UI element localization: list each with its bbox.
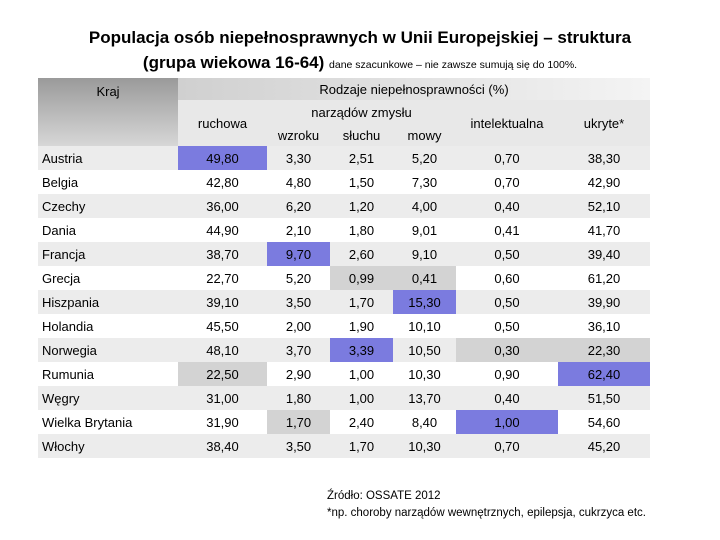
cell-sluchu: 1,90 bbox=[330, 314, 393, 338]
disability-table bbox=[38, 78, 650, 458]
header-intelektualna: intelektualna bbox=[456, 100, 558, 146]
cell-wzroku: 3,30 bbox=[267, 146, 330, 170]
subtitle-age-group: (grupa wiekowa 16-64) bbox=[142, 53, 325, 72]
cell-mowy: 5,20 bbox=[393, 146, 456, 170]
cell-ukryte: 45,20 bbox=[558, 434, 650, 458]
cell-sluchu: 1,20 bbox=[330, 194, 393, 218]
cell-intelektualna: 0,30 bbox=[456, 338, 558, 362]
cell-ruchowa: 45,50 bbox=[178, 314, 267, 338]
cell-sluchu: 1,70 bbox=[330, 290, 393, 314]
cell-ruchowa: 38,40 bbox=[178, 434, 267, 458]
cell-intelektualna: 0,70 bbox=[456, 434, 558, 458]
cell-ukryte: 38,30 bbox=[558, 146, 650, 170]
cell-sluchu: 2,60 bbox=[330, 242, 393, 266]
cell-mowy: 10,50 bbox=[393, 338, 456, 362]
cell-wzroku: 2,00 bbox=[267, 314, 330, 338]
cell-ukryte: 54,60 bbox=[558, 410, 650, 434]
cell-intelektualna: 0,70 bbox=[456, 170, 558, 194]
cell-intelektualna: 0,41 bbox=[456, 218, 558, 242]
cell-ukryte: 41,70 bbox=[558, 218, 650, 242]
country-cell: Holandia bbox=[38, 314, 178, 338]
header-ukryte: ukryte* bbox=[558, 100, 650, 146]
table-row bbox=[38, 266, 650, 290]
cell-mowy: 9,01 bbox=[393, 218, 456, 242]
cell-wzroku: 3,70 bbox=[267, 338, 330, 362]
header-sluchu: słuchu bbox=[330, 124, 393, 146]
cell-ruchowa: 39,10 bbox=[178, 290, 267, 314]
table-row bbox=[38, 290, 650, 314]
table-row bbox=[38, 362, 650, 386]
table-row bbox=[38, 194, 650, 218]
cell-ukryte: 51,50 bbox=[558, 386, 650, 410]
table-row bbox=[38, 386, 650, 410]
cell-sluchu: 0,99 bbox=[330, 266, 393, 290]
subtitle-note: dane szacunkowe – nie zawsze sumują się do 100%. bbox=[329, 59, 578, 71]
cell-wzroku: 5,20 bbox=[267, 266, 330, 290]
country-cell: Grecja bbox=[38, 266, 178, 290]
header-ruchowa: ruchowa bbox=[178, 100, 267, 146]
cell-ruchowa: 22,70 bbox=[178, 266, 267, 290]
cell-mowy: 7,30 bbox=[393, 170, 456, 194]
cell-mowy: 13,70 bbox=[393, 386, 456, 410]
cell-wzroku: 6,20 bbox=[267, 194, 330, 218]
cell-wzroku: 3,50 bbox=[267, 290, 330, 314]
cell-wzroku: 1,70 bbox=[267, 410, 330, 434]
cell-ruchowa: 31,90 bbox=[178, 410, 267, 434]
cell-mowy: 10,30 bbox=[393, 434, 456, 458]
page-subtitle bbox=[0, 53, 720, 75]
page-title: Populacja osób niepełnosprawnych w Unii Europejskiej – struktura bbox=[88, 28, 632, 47]
table-row bbox=[38, 170, 650, 194]
source-citation: Źródło: OSSATE 2012 bbox=[327, 490, 441, 502]
country-cell: Włochy bbox=[38, 434, 178, 458]
cell-sluchu: 1,00 bbox=[330, 386, 393, 410]
footnote: *np. choroby narządów wewnętrznych, epilepsja, cukrzyca etc. bbox=[327, 507, 646, 519]
cell-intelektualna: 0,50 bbox=[456, 314, 558, 338]
cell-ukryte: 62,40 bbox=[558, 362, 650, 386]
table-row bbox=[38, 314, 650, 338]
cell-ruchowa: 22,50 bbox=[178, 362, 267, 386]
cell-sluchu: 2,40 bbox=[330, 410, 393, 434]
cell-ukryte: 61,20 bbox=[558, 266, 650, 290]
cell-sluchu: 2,51 bbox=[330, 146, 393, 170]
cell-intelektualna: 0,60 bbox=[456, 266, 558, 290]
header-wzroku: wzroku bbox=[267, 124, 330, 146]
cell-intelektualna: 0,40 bbox=[456, 386, 558, 410]
country-cell: Dania bbox=[38, 218, 178, 242]
cell-ruchowa: 44,90 bbox=[178, 218, 267, 242]
country-cell: Węgry bbox=[38, 386, 178, 410]
cell-wzroku: 3,50 bbox=[267, 434, 330, 458]
header-senses: narządów zmysłu bbox=[267, 100, 456, 124]
cell-ukryte: 52,10 bbox=[558, 194, 650, 218]
cell-ukryte: 22,30 bbox=[558, 338, 650, 362]
cell-ruchowa: 31,00 bbox=[178, 386, 267, 410]
country-cell: Austria bbox=[38, 146, 178, 170]
country-cell: Wielka Brytania bbox=[38, 410, 178, 434]
cell-mowy: 0,41 bbox=[393, 266, 456, 290]
table-body bbox=[38, 146, 650, 458]
cell-sluchu: 3,39 bbox=[330, 338, 393, 362]
cell-wzroku: 2,10 bbox=[267, 218, 330, 242]
cell-ruchowa: 49,80 bbox=[178, 146, 267, 170]
cell-intelektualna: 0,70 bbox=[456, 146, 558, 170]
cell-ruchowa: 38,70 bbox=[178, 242, 267, 266]
cell-intelektualna: 0,50 bbox=[456, 242, 558, 266]
country-cell: Francja bbox=[38, 242, 178, 266]
country-cell: Belgia bbox=[38, 170, 178, 194]
cell-ukryte: 39,90 bbox=[558, 290, 650, 314]
country-cell: Czechy bbox=[38, 194, 178, 218]
cell-mowy: 15,30 bbox=[393, 290, 456, 314]
table-row bbox=[38, 242, 650, 266]
cell-intelektualna: 0,40 bbox=[456, 194, 558, 218]
cell-ruchowa: 42,80 bbox=[178, 170, 267, 194]
cell-wzroku: 2,90 bbox=[267, 362, 330, 386]
cell-sluchu: 1,00 bbox=[330, 362, 393, 386]
cell-sluchu: 1,50 bbox=[330, 170, 393, 194]
cell-mowy: 9,10 bbox=[393, 242, 456, 266]
cell-wzroku: 4,80 bbox=[267, 170, 330, 194]
cell-mowy: 10,10 bbox=[393, 314, 456, 338]
table-row bbox=[38, 218, 650, 242]
source-note bbox=[327, 488, 646, 522]
cell-mowy: 8,40 bbox=[393, 410, 456, 434]
table-row bbox=[38, 434, 650, 458]
cell-ukryte: 39,40 bbox=[558, 242, 650, 266]
country-cell: Rumunia bbox=[38, 362, 178, 386]
cell-intelektualna: 0,90 bbox=[456, 362, 558, 386]
cell-sluchu: 1,80 bbox=[330, 218, 393, 242]
header-disability-types: Rodzaje niepełnosprawności (%) bbox=[178, 78, 650, 100]
table-row bbox=[38, 410, 650, 434]
cell-intelektualna: 1,00 bbox=[456, 410, 558, 434]
table-row bbox=[38, 146, 650, 170]
cell-sluchu: 1,70 bbox=[330, 434, 393, 458]
cell-ukryte: 36,10 bbox=[558, 314, 650, 338]
country-cell: Norwegia bbox=[38, 338, 178, 362]
cell-ruchowa: 36,00 bbox=[178, 194, 267, 218]
header-mowy: mowy bbox=[393, 124, 456, 146]
cell-wzroku: 1,80 bbox=[267, 386, 330, 410]
cell-ukryte: 42,90 bbox=[558, 170, 650, 194]
cell-mowy: 4,00 bbox=[393, 194, 456, 218]
cell-mowy: 10,30 bbox=[393, 362, 456, 386]
cell-wzroku: 9,70 bbox=[267, 242, 330, 266]
table-row bbox=[38, 338, 650, 362]
header-country: Kraj bbox=[38, 78, 178, 146]
country-cell: Hiszpania bbox=[38, 290, 178, 314]
cell-ruchowa: 48,10 bbox=[178, 338, 267, 362]
cell-intelektualna: 0,50 bbox=[456, 290, 558, 314]
